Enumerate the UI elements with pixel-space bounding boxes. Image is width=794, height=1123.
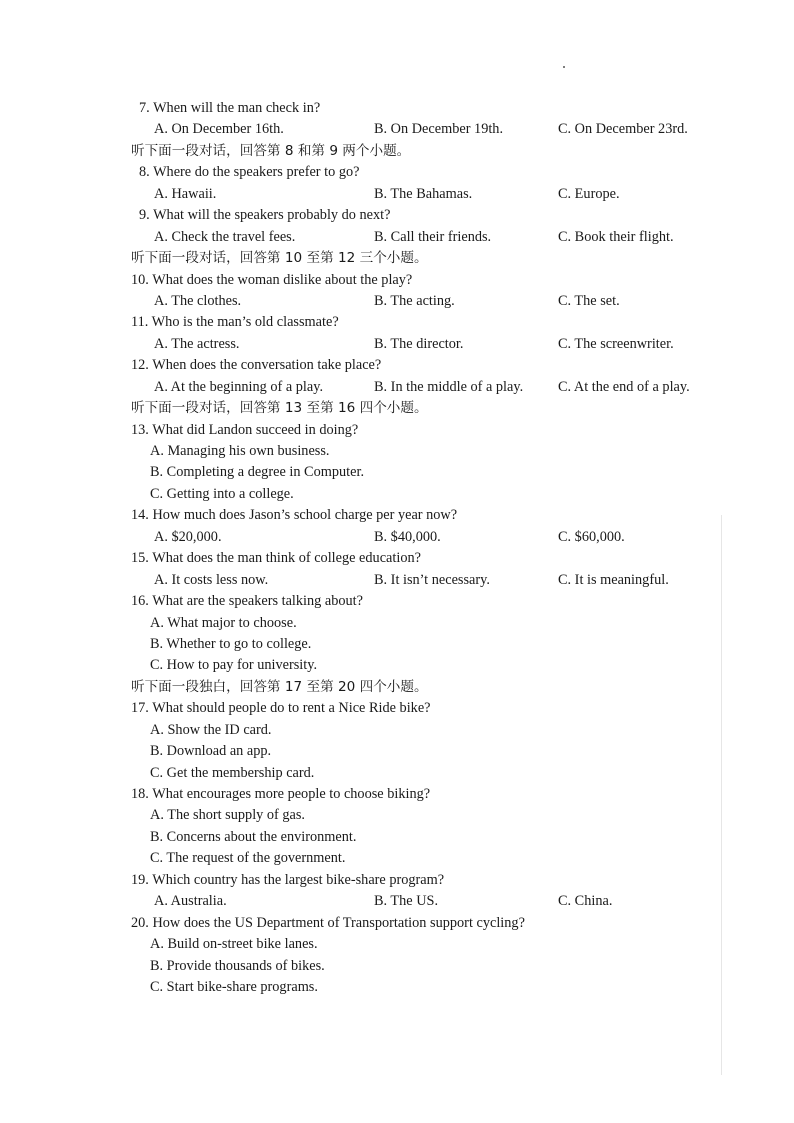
- answer-option: A. It costs less now.: [154, 571, 269, 588]
- question-stem-row: [0, 162, 794, 183]
- option-line: [0, 441, 794, 462]
- answer-option: A. The actress.: [154, 335, 240, 352]
- question-stem-row: [0, 913, 794, 934]
- option-line: [0, 763, 794, 784]
- question-stem-row: [0, 420, 794, 441]
- answer-option: B. In the middle of a play.: [374, 378, 524, 395]
- options-row: [0, 570, 794, 591]
- question-number: 14.: [131, 507, 149, 524]
- question-text: What are the speakers talking about?: [152, 593, 363, 610]
- question-stem-row: [0, 548, 794, 569]
- answer-option: A. Managing his own business.: [150, 443, 330, 459]
- options-row: [0, 334, 794, 355]
- instruction-text: 听下面一段对话，回答第 8 和第 9 两个小题。: [131, 142, 411, 159]
- option-line: [0, 956, 794, 977]
- question-number: 13.: [131, 421, 149, 438]
- question-number: 15.: [131, 550, 149, 567]
- option-line: [0, 977, 794, 998]
- question-number: 17.: [131, 700, 149, 717]
- answer-option: C. The request of the government.: [150, 850, 346, 867]
- answer-option: B. It isn’t necessary.: [374, 571, 490, 588]
- question-stem-row: [0, 355, 794, 376]
- answer-option: C. Book their flight.: [558, 228, 674, 245]
- option-line: [0, 848, 794, 869]
- question-number: 16.: [131, 593, 149, 610]
- question-stem: [131, 355, 381, 376]
- question-stem: [131, 870, 444, 891]
- question-number: 18.: [131, 786, 149, 802]
- question-stem: [131, 698, 431, 719]
- question-text: What does the man think of college education?: [152, 550, 421, 567]
- answer-option: B. The director.: [374, 335, 464, 352]
- answer-option: A. The short supply of gas.: [150, 807, 306, 824]
- answer-option: A. On December 16th.: [154, 121, 284, 138]
- answer-option: A. Show the ID card.: [150, 721, 272, 738]
- answer-option: A. At the beginning of a play.: [154, 378, 324, 395]
- question-stem: [131, 913, 525, 934]
- question-stem-row: [0, 98, 794, 119]
- question-text: Where do the speakers prefer to go?: [153, 164, 360, 181]
- question-stem-row: [0, 870, 794, 891]
- option-line: [0, 741, 794, 762]
- question-number: 19.: [131, 871, 149, 888]
- answer-option: C. China.: [558, 893, 613, 910]
- answer-option: C. The screenwriter.: [558, 335, 674, 352]
- answer-option: C. $60,000.: [558, 528, 625, 545]
- option-line: [0, 484, 794, 505]
- question-text: Who is the man’s old classmate?: [151, 314, 339, 331]
- question-text: What will the speakers probably do next?: [153, 207, 391, 224]
- section-instruction: [0, 677, 794, 698]
- answer-option: B. Completing a degree in Computer.: [150, 464, 365, 481]
- question-stem-row: [0, 591, 794, 612]
- question-stem: [131, 591, 363, 612]
- question-stem: [131, 548, 421, 569]
- question-stem-row: [0, 270, 794, 291]
- option-line: [0, 827, 794, 848]
- question-text: How much does Jason’s school charge per year now?: [152, 507, 458, 524]
- question-stem: [131, 505, 457, 526]
- question-stem: [139, 162, 359, 183]
- answer-option: A. Check the travel fees.: [154, 228, 296, 245]
- question-text: When does the conversation take place?: [152, 357, 382, 374]
- option-line: [0, 720, 794, 741]
- answer-option: C. How to pay for university.: [150, 657, 318, 674]
- answer-option: A. The clothes.: [154, 292, 242, 309]
- question-stem-row: [0, 784, 794, 805]
- question-number: 11.: [131, 314, 149, 331]
- options-row: [0, 291, 794, 312]
- answer-option: C. At the end of a play.: [558, 378, 690, 395]
- answer-option: B. Whether to go to college.: [150, 635, 312, 652]
- answer-option: B. $40,000.: [374, 528, 441, 545]
- question-text: What should people do to rent a Nice Ride bike?: [152, 700, 431, 717]
- question-text: How does the US Department of Transportation support cycling?: [152, 914, 525, 931]
- section-instruction: [0, 141, 794, 162]
- option-line: [0, 805, 794, 826]
- options-row: [0, 377, 794, 398]
- answer-option: B. Call their friends.: [374, 228, 492, 245]
- answer-option: C. Europe.: [558, 185, 620, 202]
- instruction-text: 听下面一段对话，回答第 10 至第 12 三个小题。: [131, 250, 428, 267]
- answer-option: B. The Bahamas.: [374, 185, 473, 202]
- question-stem-row: [0, 698, 794, 719]
- question-stem: [131, 420, 358, 441]
- answer-option: A. Australia.: [154, 893, 227, 910]
- question-number: 7.: [139, 100, 150, 116]
- answer-option: C. Get the membership card.: [150, 764, 315, 781]
- answer-option: B. Download an app.: [150, 743, 272, 760]
- answer-option: C. The set.: [558, 292, 620, 309]
- answer-option: B. Provide thousands of bikes.: [150, 957, 325, 974]
- instruction-text: 听下面一段对话，回答第 13 至第 16 四个小题。: [131, 400, 428, 417]
- answer-option: C. Start bike-share programs.: [150, 978, 318, 995]
- options-row: [0, 891, 794, 912]
- instruction-text: 听下面一段独白，回答第 17 至第 20 四个小题。: [131, 678, 428, 695]
- section-instruction: [0, 398, 794, 419]
- question-stem: [131, 312, 339, 333]
- option-line: [0, 655, 794, 676]
- answer-option: A. Build on-street bike lanes.: [150, 936, 318, 953]
- question-text: Which country has the largest bike-share program?: [152, 871, 445, 888]
- question-number: 20.: [131, 914, 149, 931]
- answer-option: A. Hawaii.: [154, 185, 217, 202]
- question-number: 9.: [139, 207, 150, 224]
- scan-speck: [563, 66, 565, 68]
- option-line: [0, 634, 794, 655]
- question-stem-row: [0, 505, 794, 526]
- question-stem: [131, 270, 412, 291]
- options-row: [0, 184, 794, 205]
- answer-option: A. What major to choose.: [150, 614, 297, 631]
- answer-option: C. On December 23rd.: [558, 121, 688, 138]
- question-text: What does the woman dislike about the play?: [152, 271, 413, 288]
- question-text: What did Landon succeed in doing?: [152, 421, 359, 438]
- question-text: When will the man check in?: [153, 100, 321, 116]
- question-text: What encourages more people to choose biking?: [152, 786, 431, 802]
- question-stem-row: [0, 205, 794, 226]
- question-stem-row: [0, 312, 794, 333]
- question-number: 12.: [131, 357, 149, 374]
- listening-questions: [0, 98, 794, 998]
- option-line: [0, 462, 794, 483]
- question-number: 10.: [131, 271, 149, 288]
- options-row: [0, 527, 794, 548]
- section-instruction: [0, 248, 794, 269]
- answer-option: C. It is meaningful.: [558, 571, 669, 588]
- question-number: 8.: [139, 164, 150, 181]
- answer-option: C. Getting into a college.: [150, 485, 294, 502]
- question-stem: [131, 784, 430, 805]
- question-stem: [139, 205, 390, 226]
- answer-option: B. Concerns about the environment.: [150, 828, 357, 845]
- option-line: [0, 613, 794, 634]
- answer-option: B. On December 19th.: [374, 121, 504, 138]
- question-stem: [139, 98, 320, 119]
- scan-edge-line: [721, 515, 722, 1075]
- answer-option: A. $20,000.: [154, 528, 222, 545]
- answer-option: B. The US.: [374, 893, 439, 910]
- answer-option: B. The acting.: [374, 292, 455, 309]
- options-row: [0, 227, 794, 248]
- options-row: [0, 119, 794, 140]
- option-line: [0, 934, 794, 955]
